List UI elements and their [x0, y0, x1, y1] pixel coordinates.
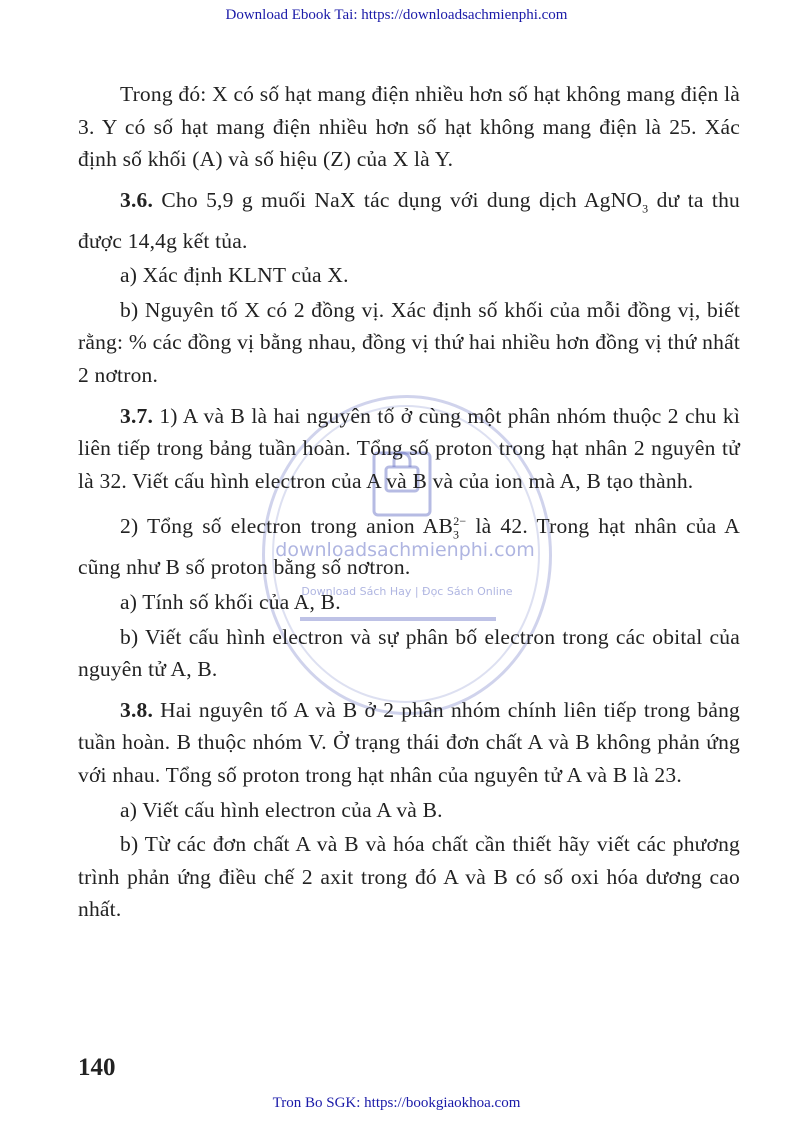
exercise-3-7-part-1	[78, 400, 740, 498]
exercise-3-8-b: b) Từ các đơn chất A và B và hóa chất cần thiết hãy viết các phương trình phản ứng điều chế 2 axit trong đó A và B có số oxi hóa dương cao nhất.	[78, 832, 740, 922]
exercise-3-8-a: a) Viết cấu hình electron của A và B.	[120, 797, 443, 822]
exercise-3-6-b: b) Nguyên tố X có 2 đồng vị. Xác định số khối của mỗi đồng vị, biết rằng: % các đồng vị bằng nhau, đồng vị thứ hai nhiều hơn đồng vị thứ nhất 2 nơtron.	[78, 297, 740, 388]
exercise-text: Hai nguyên tố A và B ở 2 phân nhóm chính liên tiếp trong bảng tuần hoàn. B thuộc nhóm V. Ở trạng thái đơn chất A và B không phản ứng với nhau. Tổng số proton trong hạt nhân của nguyên tử A và B là 23.	[78, 697, 740, 788]
exercise-3-8	[78, 694, 740, 792]
exercise-number: 3.6.	[120, 187, 154, 212]
exercise-text-cont: dư ta thu được 14,4g kết tủa.	[78, 187, 740, 253]
exercise-number: 3.7.	[120, 403, 154, 428]
exercise-text: 2) Tổng số electron trong anion AB	[120, 514, 454, 539]
exercise-3-7-b: b) Viết cấu hình electron và sự phân bố electron trong các obital của nguyên tử A, B.	[78, 624, 740, 682]
header-download-link[interactable]: Download Ebook Tai: https://downloadsachmienphi.com	[225, 7, 568, 23]
exercise-3-7-a: a) Tính số khối của A, B.	[120, 590, 341, 615]
exercise-text: 1) A và B là hai nguyên tố ở cùng một phân nhóm thuộc 2 chu kì liên tiếp trong bảng tuần hoàn. Tổng số proton trong hạt nhân 2 nguyên tử là 32. Viết cấu hình electron của A và B và của ion mà A, B tạo thành.	[78, 403, 740, 493]
exercise-3-7-part-2	[78, 505, 740, 584]
paragraph-3-5-conclusion: Trong đó: X có số hạt mang điện nhiều hơn số hạt không mang điện là 3. Y có số hạt mang điện nhiều hơn số hạt không mang điện là 25. Xác định số khối (A) và số hiệu (Z) của X là Y.	[78, 82, 740, 172]
superscript: 2−	[453, 514, 467, 529]
subscript: 3	[642, 201, 649, 216]
watermark-subtitle: Download Sách Hay | Đọc Sách Online	[301, 585, 513, 598]
watermark-title: downloadsachmienphi.com	[275, 539, 535, 561]
page-content	[78, 78, 740, 926]
exercise-text: Cho 5,9 g muối NaX tác dụng với dung dịch AgNO	[161, 187, 643, 212]
footer-sgk-link[interactable]: Tron Bo SGK: https://bookgiaokhoa.com	[272, 1095, 521, 1111]
exercise-3-6	[78, 184, 740, 257]
exercise-number: 3.8.	[120, 697, 154, 722]
exercise-3-6-a: a) Xác định KLNT của X.	[120, 263, 349, 288]
subscript: 3	[453, 527, 460, 542]
page-number: 140	[78, 1054, 116, 1081]
exercise-text-cont: là 42. Trong hạt nhân của A cũng như B số proton bằng số nơtron.	[78, 514, 740, 580]
